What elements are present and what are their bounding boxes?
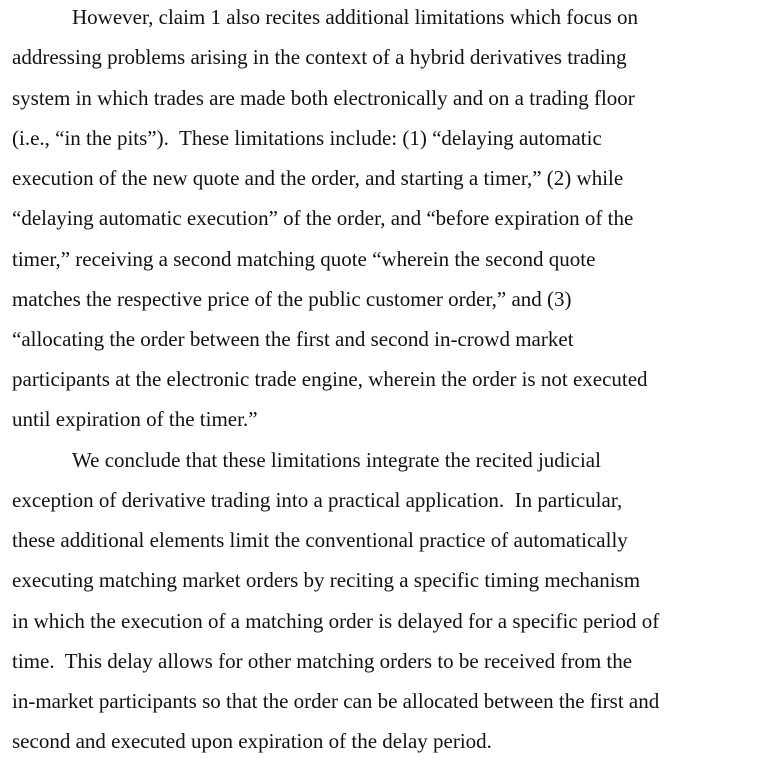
paragraph-2-line-3: these additional elements limit the conventional practice of automatically xyxy=(12,528,628,552)
paragraph-2-line-1: We conclude that these limitations integrate the recited judicial xyxy=(72,448,601,472)
paragraph-2-line-8: second and executed upon expiration of the delay period. xyxy=(12,729,492,753)
paragraph-1-line-10: participants at the electronic trade engine, wherein the order is not executed xyxy=(12,367,648,391)
paragraph-2-line-7: in-market participants so that the order can be allocated between the first and xyxy=(12,689,660,713)
paragraph-2-line-2: exception of derivative trading into a practical application. In particular, xyxy=(12,488,623,512)
paragraph-1-line-9: “allocating the order between the first and second in-crowd market xyxy=(12,327,574,351)
paragraph-1-line-1: However, claim 1 also recites additional limitations which focus on xyxy=(72,5,639,29)
paragraph-1-line-8: matches the respective price of the public customer order,” and (3) xyxy=(12,287,572,311)
paragraph-1-line-6: “delaying automatic execution” of the order, and “before expiration of the xyxy=(12,206,634,230)
paragraph-1-line-4: (i.e., “in the pits”). These limitations include: (1) “delaying automatic xyxy=(12,126,602,150)
paragraph-2-line-5: in which the execution of a matching order is delayed for a specific period of xyxy=(12,609,660,633)
paragraph-1-line-11: until expiration of the timer.” xyxy=(12,407,258,431)
paragraph-1-line-7: timer,” receiving a second matching quote “wherein the second quote xyxy=(12,247,596,271)
paragraph-2-line-6: time. This delay allows for other matching orders to be received from the xyxy=(12,649,633,673)
paragraph-2-line-4: executing matching market orders by reciting a specific timing mechanism xyxy=(12,568,641,592)
paragraph-1-line-3: system in which trades are made both electronically and on a trading floor xyxy=(12,86,635,110)
paragraph-1-line-5: execution of the new quote and the order, and starting a timer,” (2) while xyxy=(12,166,624,190)
paragraph-1-line-2: addressing problems arising in the context of a hybrid derivatives trading xyxy=(12,45,627,69)
